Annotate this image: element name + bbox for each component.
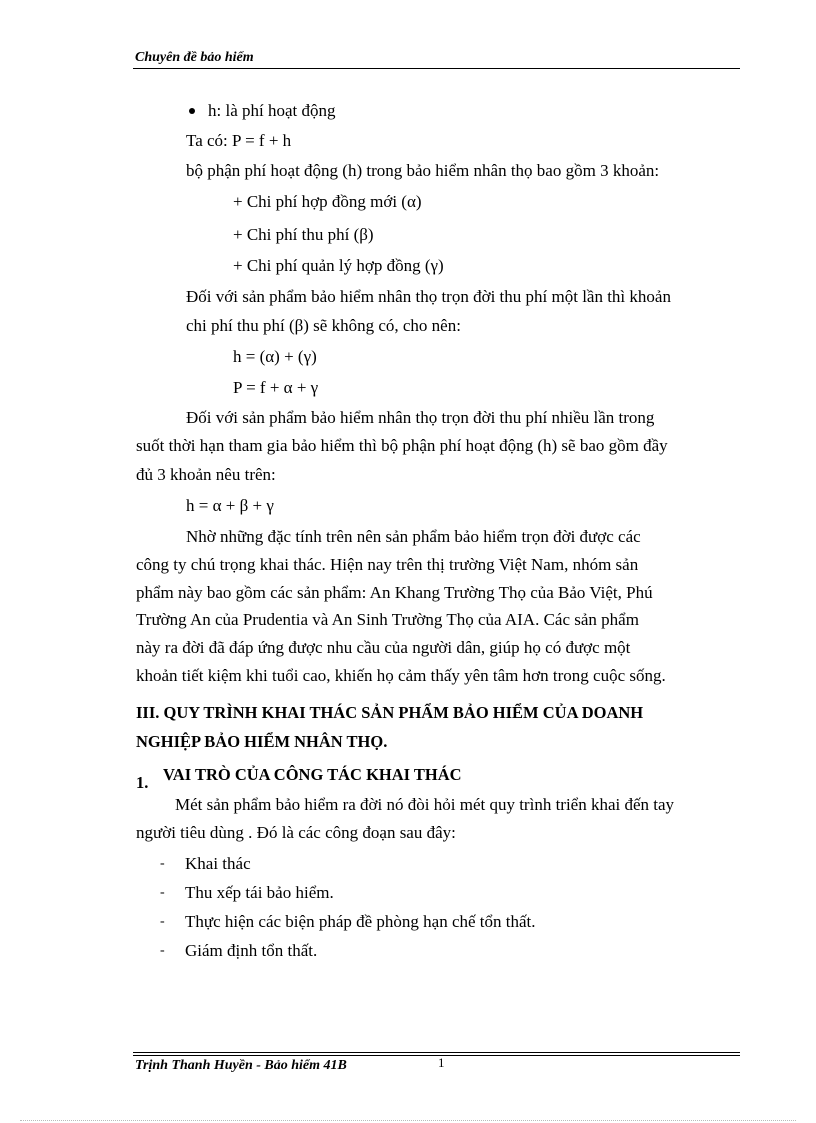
- section-heading: NGHIỆP BẢO HIỂM NHÂN THỌ.: [136, 732, 388, 751]
- process-step: Giám định tổn thất.: [185, 941, 318, 960]
- subsection-title: VAI TRÒ CỦA CÔNG TÁC KHAI THÁC: [163, 765, 462, 784]
- footer-author: Trịnh Thanh Huyền - Bảo hiểm 41B: [135, 1058, 347, 1073]
- page-edge-divider: [20, 1120, 796, 1121]
- cost-item: + Chi phí hợp đồng mới (α): [233, 192, 422, 211]
- footer-rule: [133, 1055, 740, 1056]
- bullet-h-text: h: là phí hoạt động: [208, 101, 336, 120]
- para3-line: phẩm này bao gồm các sản phẩm: An Khang Trường Thọ của Bảo Việt, Phú: [136, 583, 653, 602]
- ta-co-line: Ta có: P = f + h: [186, 131, 292, 150]
- para4-line: Mét sản phẩm bảo hiểm ra đời nó đòi hỏi mét quy trình triển khai đến tay: [175, 795, 675, 814]
- para1-line: Đối với sản phẩm bảo hiểm nhân thọ trọn đời thu phí một lần thì khoản: [186, 287, 671, 306]
- page-number: 1: [438, 1055, 445, 1070]
- para3-line: Trường An của Prudentia và An Sinh Trường Thọ của AIA. Các sản phẩm: [136, 610, 639, 629]
- footer-rule: [133, 1052, 740, 1053]
- dash-bullet-icon: -: [160, 914, 165, 929]
- section-heading: III. QUY TRÌNH KHAI THÁC SẢN PHẨM BẢO HIỂM CỦA DOANH: [136, 703, 644, 722]
- para2-line: đủ 3 khoản nêu trên:: [136, 465, 276, 484]
- dash-bullet-icon: -: [160, 943, 165, 958]
- para1-line: chi phí thu phí (β) sẽ không có, cho nên:: [186, 316, 461, 335]
- subsection-number: 1.: [136, 773, 149, 792]
- header-rule: [133, 68, 740, 69]
- para3-line: này ra đời đã đáp ứng được nhu cầu của người dân, giúp họ có được một: [136, 638, 631, 657]
- dash-bullet-icon: -: [160, 856, 165, 871]
- formula-2: P = f + α + γ: [233, 378, 319, 397]
- header-title: Chuyên đề bảo hiểm: [135, 50, 254, 65]
- process-step: Thu xếp tái bảo hiểm.: [185, 883, 334, 902]
- formula-1: h = (α) + (γ): [233, 347, 317, 366]
- cost-item: + Chi phí quản lý hợp đồng (γ): [233, 256, 444, 275]
- formula-3: h = α + β + γ: [186, 496, 274, 515]
- bullet-icon: [189, 108, 195, 114]
- para4-line: người tiêu dùng . Đó là các công đoạn sau đây:: [136, 823, 456, 842]
- para2-line: suốt thời hạn tham gia bảo hiểm thì bộ phận phí hoạt động (h) sẽ bao gồm đầy: [136, 436, 668, 455]
- para3-line: Nhờ những đặc tính trên nên sản phẩm bảo hiểm trọn đời được các: [186, 527, 641, 546]
- process-step: Thực hiện các biện pháp đề phòng hạn chế tổn thất.: [185, 912, 536, 931]
- cost-item: + Chi phí thu phí (β): [233, 225, 374, 244]
- dash-bullet-icon: -: [160, 885, 165, 900]
- para2-line: Đối với sản phẩm bảo hiểm nhân thọ trọn đời thu phí nhiều lần trong: [186, 408, 655, 427]
- para3-line: khoản tiết kiệm khi tuổi cao, khiến họ cảm thấy yên tâm hơn trong cuộc sống.: [136, 666, 666, 685]
- para3-line: công ty chú trọng khai thác. Hiện nay trên thị trường Việt Nam, nhóm sản: [136, 555, 639, 574]
- process-step: Khai thác: [185, 854, 251, 873]
- intro-line: bộ phận phí hoạt động (h) trong bảo hiểm nhân thọ bao gồm 3 khoản:: [186, 161, 660, 180]
